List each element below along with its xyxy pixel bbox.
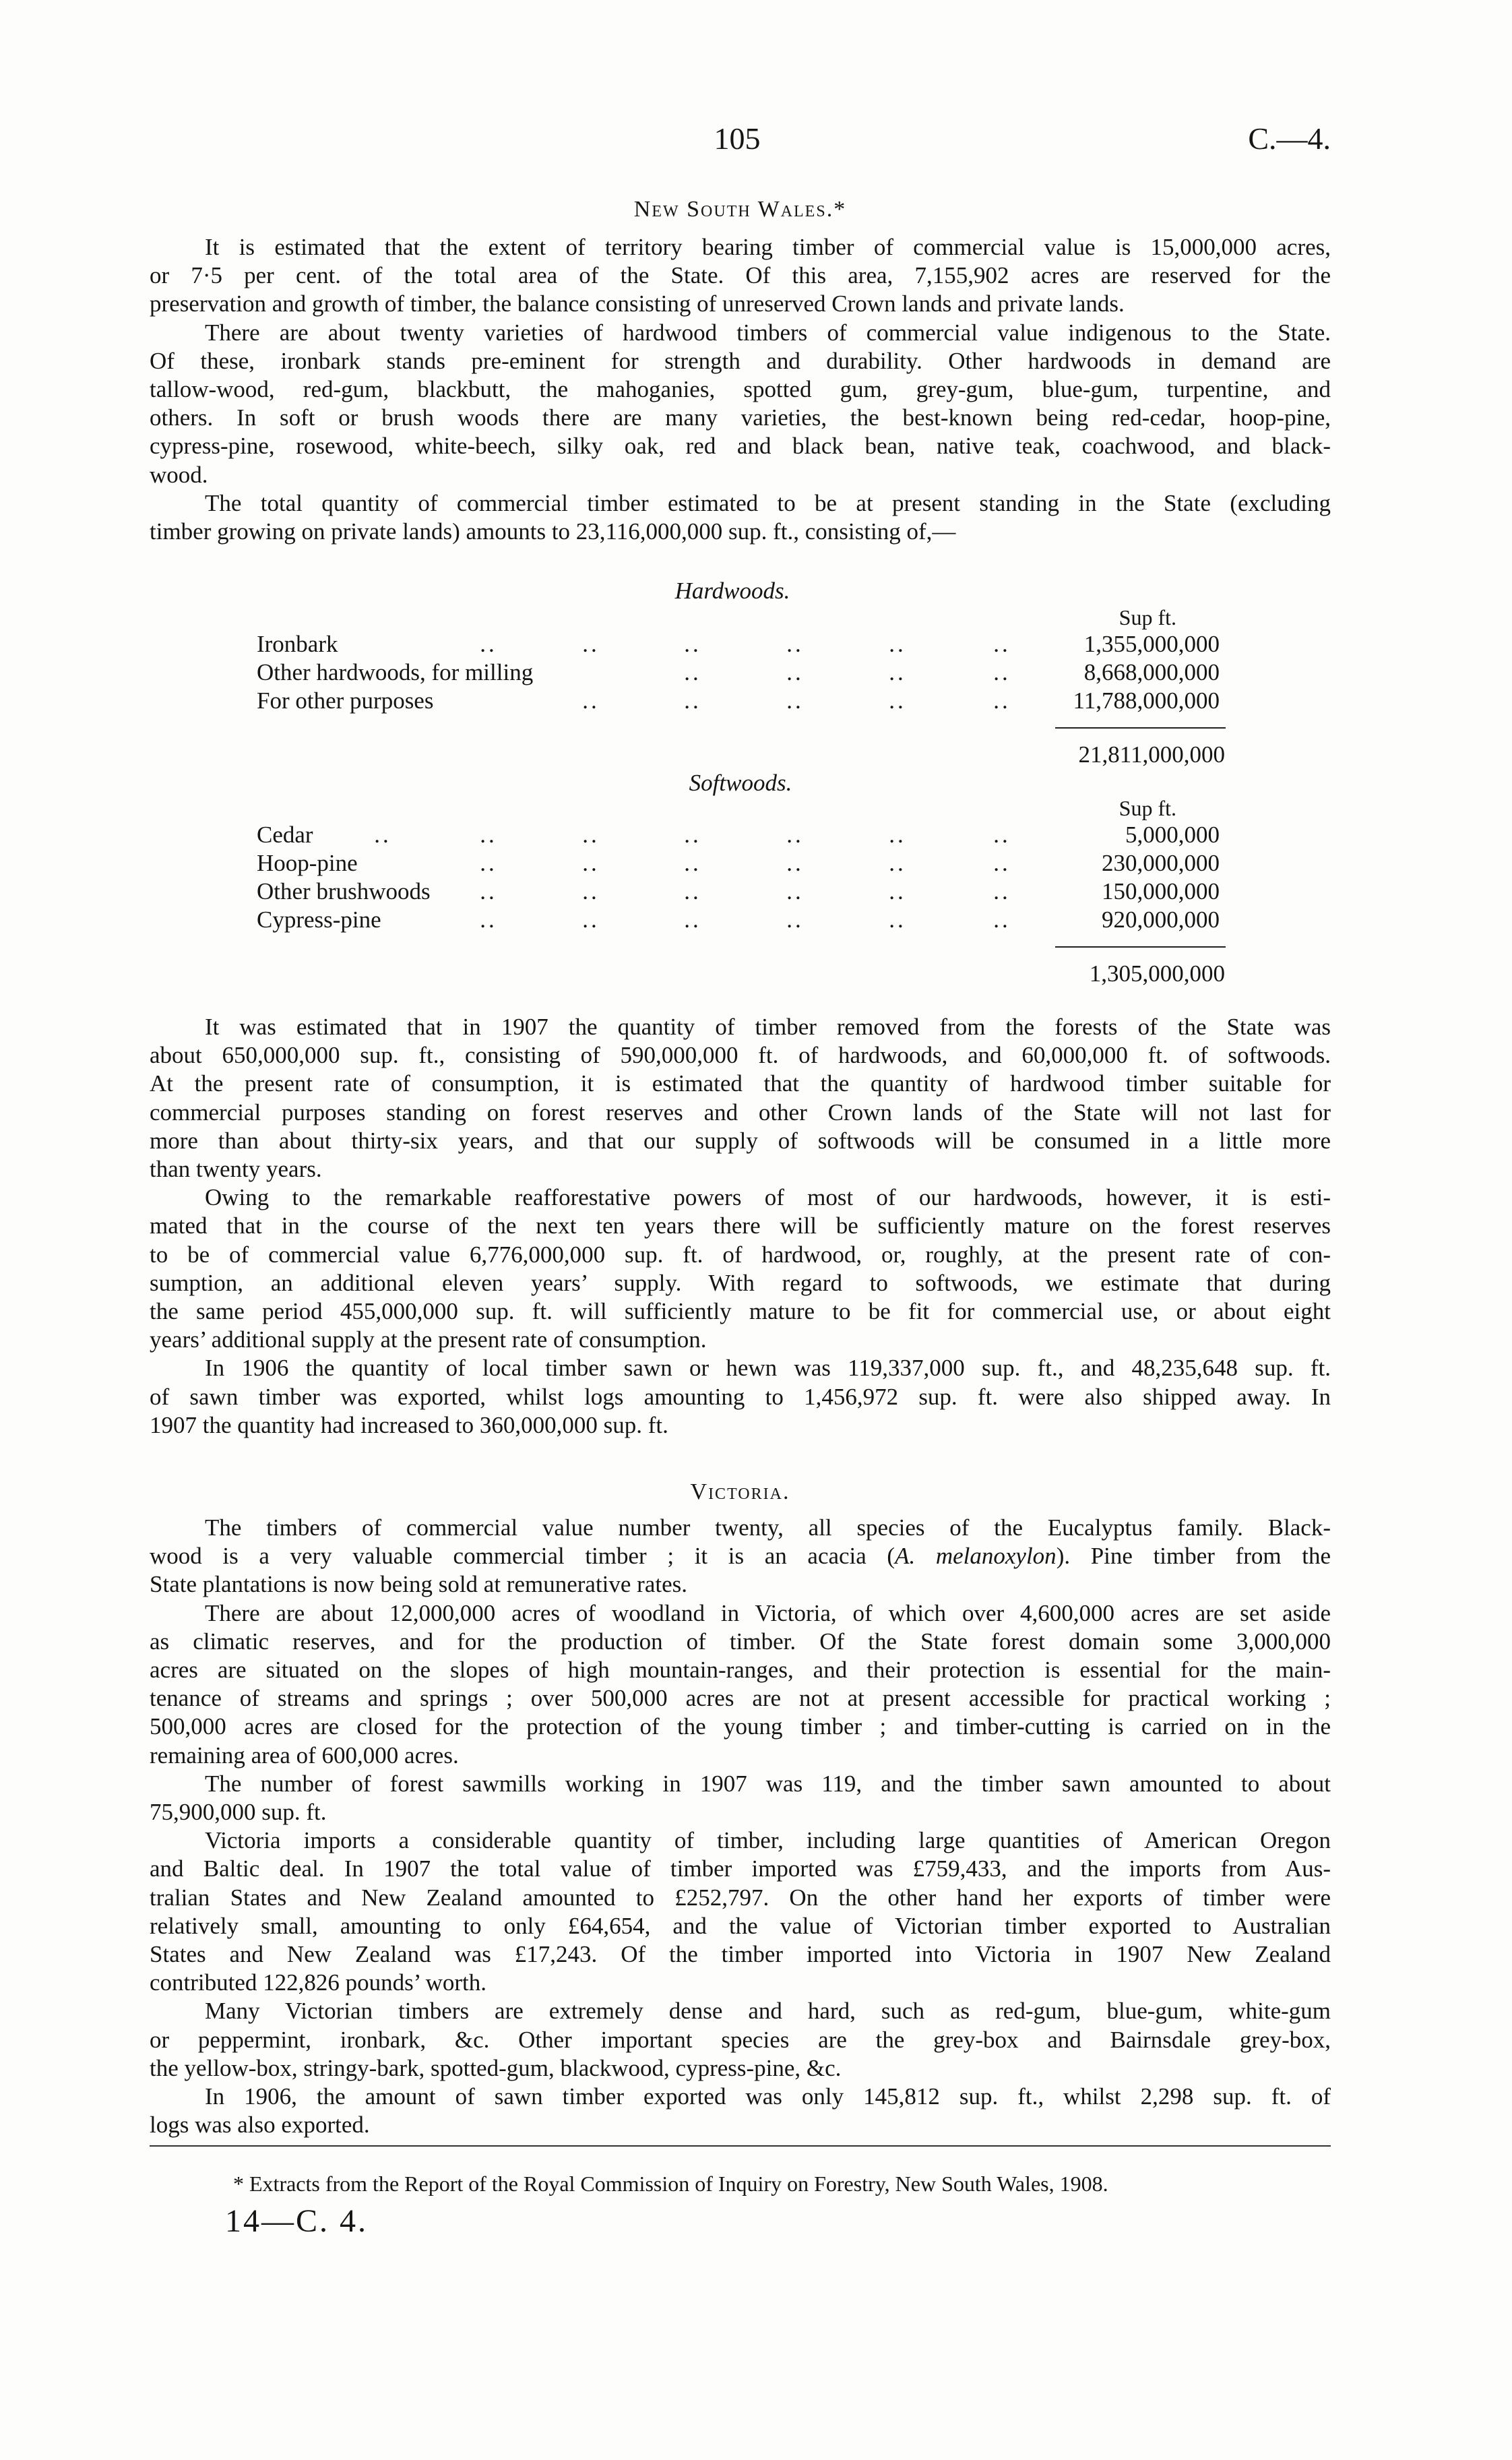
nsw-intro-text bbox=[150, 233, 1331, 546]
text-line: or 7·5 per cent. of the total area of the State. Of this area, 7,155,902 acres are reserved for the bbox=[150, 262, 1331, 289]
text-line: Of these, ironbark stands pre-eminent for strength and durability. Other hardwoods in demand are bbox=[150, 347, 1331, 374]
dot-leader: .. bbox=[993, 631, 1011, 657]
text-line: logs was also exported. bbox=[150, 2112, 370, 2139]
text-line: tralian States and New Zealand amounted to £252,797. On the other hand her exports of timber were bbox=[150, 1884, 1331, 1911]
table-row bbox=[0, 658, 1512, 687]
dot-leader: .. bbox=[889, 878, 906, 904]
dot-leader: .. bbox=[684, 687, 701, 714]
text-line: Many Victorian timbers are extremely dense and hard, such as red-gum, blue-gum, white-gum bbox=[205, 1998, 1331, 2025]
dot-leader: .. bbox=[480, 878, 497, 904]
text-line: 75,900,000 sup. ft. bbox=[150, 1799, 327, 1826]
section-heading-victoria: Victoria. bbox=[690, 1479, 790, 1504]
dot-leader: .. bbox=[786, 850, 804, 876]
row-label: Cypress-pine bbox=[257, 906, 381, 933]
paragraph bbox=[150, 2083, 1331, 2139]
row-label: For other purposes bbox=[257, 687, 434, 714]
row-label: Cedar bbox=[257, 822, 313, 848]
text-line: relatively small, amounting to only £64,654, and the value of Victorian timber exported to Australian bbox=[150, 1912, 1331, 1939]
dot-leader: .. bbox=[786, 878, 804, 904]
dot-leader: .. bbox=[889, 659, 906, 685]
paragraph bbox=[150, 1354, 1331, 1440]
row-label: Ironbark bbox=[257, 631, 338, 657]
text-line: contributed 122,826 pounds’ worth. bbox=[150, 1969, 486, 1996]
text-line: The total quantity of commercial timber estimated to be at present standing in the State (excluding bbox=[205, 489, 1331, 516]
page-number: 105 bbox=[714, 121, 761, 156]
text-line: cypress-pine, rosewood, white-beech, silky oak, red and black bean, native teak, coachwood, and black- bbox=[150, 433, 1331, 460]
row-label: Hoop-pine bbox=[257, 850, 358, 876]
text-segment: wood is a very valuable commercial timber ; it is an acacia ( bbox=[150, 1543, 895, 1570]
text-line: It was estimated that in 1907 the quantity of timber removed from the forests of the State was bbox=[205, 1014, 1331, 1040]
dot-leader: .. bbox=[889, 631, 906, 657]
hardwoods-total: 21,811,000,000 bbox=[1078, 741, 1225, 768]
text-line: States and New Zealand was £17,243. Of the timber imported into Victoria in 1907 New Zealand bbox=[150, 1941, 1331, 1968]
row-label: Other hardwoods, for milling bbox=[257, 659, 534, 685]
dot-leader: .. bbox=[582, 878, 600, 904]
text-line: There are about 12,000,000 acres of woodland in Victoria, of which over 4,600,000 acres are set aside bbox=[205, 1599, 1331, 1626]
table-row bbox=[0, 878, 1512, 906]
dot-leader: .. bbox=[993, 822, 1011, 848]
paragraph bbox=[150, 233, 1331, 319]
text-line: about 650,000,000 sup. ft., consisting of 590,000,000 ft. of hardwoods, and 60,000,000 ft. of softwoods. bbox=[150, 1042, 1331, 1069]
text-line: In 1906 the quantity of local timber sawn or hewn was 119,337,000 sup. ft., and 48,235,648 sup. ft. bbox=[205, 1355, 1331, 1382]
dot-leader: .. bbox=[786, 906, 804, 933]
hardwoods-unit: Sup ft. bbox=[1119, 605, 1176, 629]
text-line: Owing to the remarkable reafforestative powers of most of our hardwoods, however, it is esti- bbox=[205, 1184, 1331, 1211]
row-value: 8,668,000,000 bbox=[1083, 659, 1220, 685]
text-line: acres are situated on the slopes of high mountain-ranges, and their protection is essential for the main- bbox=[150, 1657, 1331, 1684]
dot-leader: .. bbox=[889, 822, 906, 848]
table-row bbox=[0, 821, 1512, 849]
text-line: of sawn timber was exported, whilst logs amounting to 1,456,972 sup. ft. were also shipped away. In bbox=[150, 1383, 1331, 1410]
sheet-signature: 14—C. 4. bbox=[225, 2203, 369, 2239]
paragraph bbox=[150, 1599, 1331, 1770]
dot-leader: .. bbox=[993, 687, 1011, 714]
text-line: The number of forest sawmills working in 1907 was 119, and the timber sawn amounted to about bbox=[205, 1770, 1331, 1797]
text-line bbox=[150, 1542, 1331, 1570]
dot-leader: .. bbox=[993, 906, 1011, 933]
text-line: preservation and growth of timber, the balance consisting of unreserved Crown lands and private lands. bbox=[150, 290, 1125, 317]
section-heading-nsw: New South Wales.* bbox=[633, 197, 847, 222]
text-line: tallow-wood, red-gum, blackbutt, the mahoganies, spotted gum, grey-gum, blue-gum, turpentine, and bbox=[150, 376, 1331, 403]
paragraph bbox=[150, 1514, 1331, 1599]
total-rule bbox=[1055, 946, 1226, 948]
softwoods-total: 1,305,000,000 bbox=[1089, 960, 1225, 987]
text-line: wood. bbox=[150, 461, 208, 488]
row-value: 11,788,000,000 bbox=[1073, 687, 1220, 714]
row-value: 230,000,000 bbox=[1102, 850, 1220, 876]
dot-leader: .. bbox=[684, 822, 701, 848]
text-line: commercial purposes standing on forest reserves and other Crown lands of the State will not last for bbox=[150, 1099, 1331, 1126]
text-line: remaining area of 600,000 acres. bbox=[150, 1742, 459, 1769]
dot-leader: .. bbox=[582, 687, 600, 714]
dot-leader: .. bbox=[684, 659, 701, 685]
text-line: as climatic reserves, and for the production of timber. Of the State forest domain some 3,000,000 bbox=[150, 1628, 1331, 1655]
text-line: sumption, an additional eleven years’ supply. With regard to softwoods, we estimate that during bbox=[150, 1269, 1331, 1296]
dot-leader: .. bbox=[480, 631, 497, 657]
dot-leader: .. bbox=[993, 850, 1011, 876]
text-line: At the present rate of consumption, it is estimated that the quantity of hardwood timber suitable for bbox=[150, 1070, 1331, 1097]
row-value: 5,000,000 bbox=[1125, 822, 1220, 848]
paragraph bbox=[150, 319, 1331, 489]
row-value: 150,000,000 bbox=[1102, 878, 1220, 904]
text-line: and Baltic deal. In 1907 the total value of timber imported was £759,433, and the imports from Aus- bbox=[150, 1855, 1331, 1882]
row-value: 1,355,000,000 bbox=[1083, 631, 1220, 657]
paragraph bbox=[150, 1770, 1331, 1826]
dot-leader: .. bbox=[582, 822, 600, 848]
footnote: * Extracts from the Report of the Royal Commission of Inquiry on Forestry, New South Wales, 1908. bbox=[233, 2172, 1108, 2196]
text-line: the yellow-box, stringy-bark, spotted-gum, blackwood, cypress-pine, &c. bbox=[150, 2054, 842, 2081]
total-rule bbox=[1055, 727, 1226, 729]
dot-leader: .. bbox=[786, 631, 804, 657]
dot-leader: .. bbox=[786, 687, 804, 714]
text-line: There are about twenty varieties of hardwood timbers of commercial value indigenous to the State. bbox=[205, 319, 1331, 346]
dot-leader: .. bbox=[480, 906, 497, 933]
dot-leader: .. bbox=[684, 906, 701, 933]
text-line: or peppermint, ironbark, &c. Other important species are the grey-box and Bairnsdale grey-box, bbox=[150, 2026, 1331, 2053]
dot-leader: .. bbox=[993, 659, 1011, 685]
nsw-consumption-text bbox=[150, 1013, 1331, 1440]
table-row bbox=[0, 687, 1512, 715]
text-line: In 1906, the amount of sawn timber exported was only 145,812 sup. ft., whilst 2,298 sup. ft. of bbox=[205, 2083, 1331, 2110]
dot-leader: .. bbox=[582, 850, 600, 876]
dot-leader: .. bbox=[684, 850, 701, 876]
paragraph bbox=[150, 1183, 1331, 1354]
victoria-text bbox=[150, 1514, 1331, 2139]
table-row bbox=[0, 849, 1512, 878]
italic-text: A. melanoxylon bbox=[895, 1543, 1057, 1570]
dot-leader: .. bbox=[684, 878, 701, 904]
text-line: Victoria imports a considerable quantity of timber, including large quantities of American Oregon bbox=[205, 1827, 1331, 1854]
paragraph bbox=[150, 1013, 1331, 1183]
text-line: more than about thirty-six years, and that our supply of softwoods will be consumed in a little more bbox=[150, 1127, 1331, 1154]
table-row bbox=[0, 630, 1512, 658]
text-line: tenance of streams and springs ; over 500,000 acres are not at present accessible for practical working ; bbox=[150, 1685, 1331, 1712]
text-line: others. In soft or brush woods there are many varieties, the best-known being red-cedar, hoop-pine, bbox=[150, 404, 1331, 431]
text-line: the same period 455,000,000 sup. ft. will sufficiently mature to be fit for commercial use, or about eight bbox=[150, 1298, 1331, 1325]
dot-leader: .. bbox=[786, 659, 804, 685]
text-line: years’ additional supply at the present rate of consumption. bbox=[150, 1326, 707, 1353]
paragraph bbox=[150, 489, 1331, 546]
table-row bbox=[0, 906, 1512, 934]
text-line: 500,000 acres are closed for the protection of the young timber ; and timber-cutting is carried on in the bbox=[150, 1713, 1331, 1740]
row-value: 920,000,000 bbox=[1102, 906, 1220, 933]
dot-leader: .. bbox=[889, 906, 906, 933]
text-line: to be of commercial value 6,776,000,000 sup. ft. of hardwood, or, roughly, at the present rate of con- bbox=[150, 1241, 1331, 1268]
dot-leader: .. bbox=[889, 687, 906, 714]
page-reference: C.—4. bbox=[1248, 121, 1331, 156]
dot-leader: .. bbox=[993, 878, 1011, 904]
paragraph bbox=[150, 1997, 1331, 2083]
paragraph bbox=[150, 1826, 1331, 1997]
text-line: It is estimated that the extent of territory bearing timber of commercial value is 15,000,000 acres, bbox=[205, 234, 1331, 260]
hardwoods-heading: Hardwoods. bbox=[674, 578, 790, 604]
text-line: State plantations is now being sold at remunerative rates. bbox=[150, 1571, 687, 1598]
softwoods-unit: Sup ft. bbox=[1119, 796, 1176, 820]
dot-leader: .. bbox=[582, 631, 600, 657]
text-segment: ). Pine timber from the bbox=[1056, 1543, 1331, 1570]
text-line: 1907 the quantity had increased to 360,000,000 sup. ft. bbox=[150, 1411, 668, 1438]
footnote-rule bbox=[150, 2145, 1331, 2147]
row-label: Other brushwoods bbox=[257, 878, 431, 904]
dot-leader: .. bbox=[889, 850, 906, 876]
dot-leader: .. bbox=[582, 906, 600, 933]
text-line: than twenty years. bbox=[150, 1156, 322, 1183]
text-line: The timbers of commercial value number twenty, all species of the Eucalyptus family. Black- bbox=[205, 1514, 1331, 1541]
dot-leader: .. bbox=[480, 822, 497, 848]
dot-leader: .. bbox=[786, 822, 804, 848]
text-line: timber growing on private lands) amounts to 23,116,000,000 sup. ft., consisting of,— bbox=[150, 518, 956, 545]
dot-leader: .. bbox=[480, 850, 497, 876]
dot-leader: .. bbox=[684, 631, 701, 657]
dot-leader: .. bbox=[374, 822, 391, 848]
text-line: mated that in the course of the next ten years there will be sufficiently mature on the forest reserves bbox=[150, 1212, 1331, 1239]
softwoods-heading: Softwoods. bbox=[689, 770, 792, 796]
